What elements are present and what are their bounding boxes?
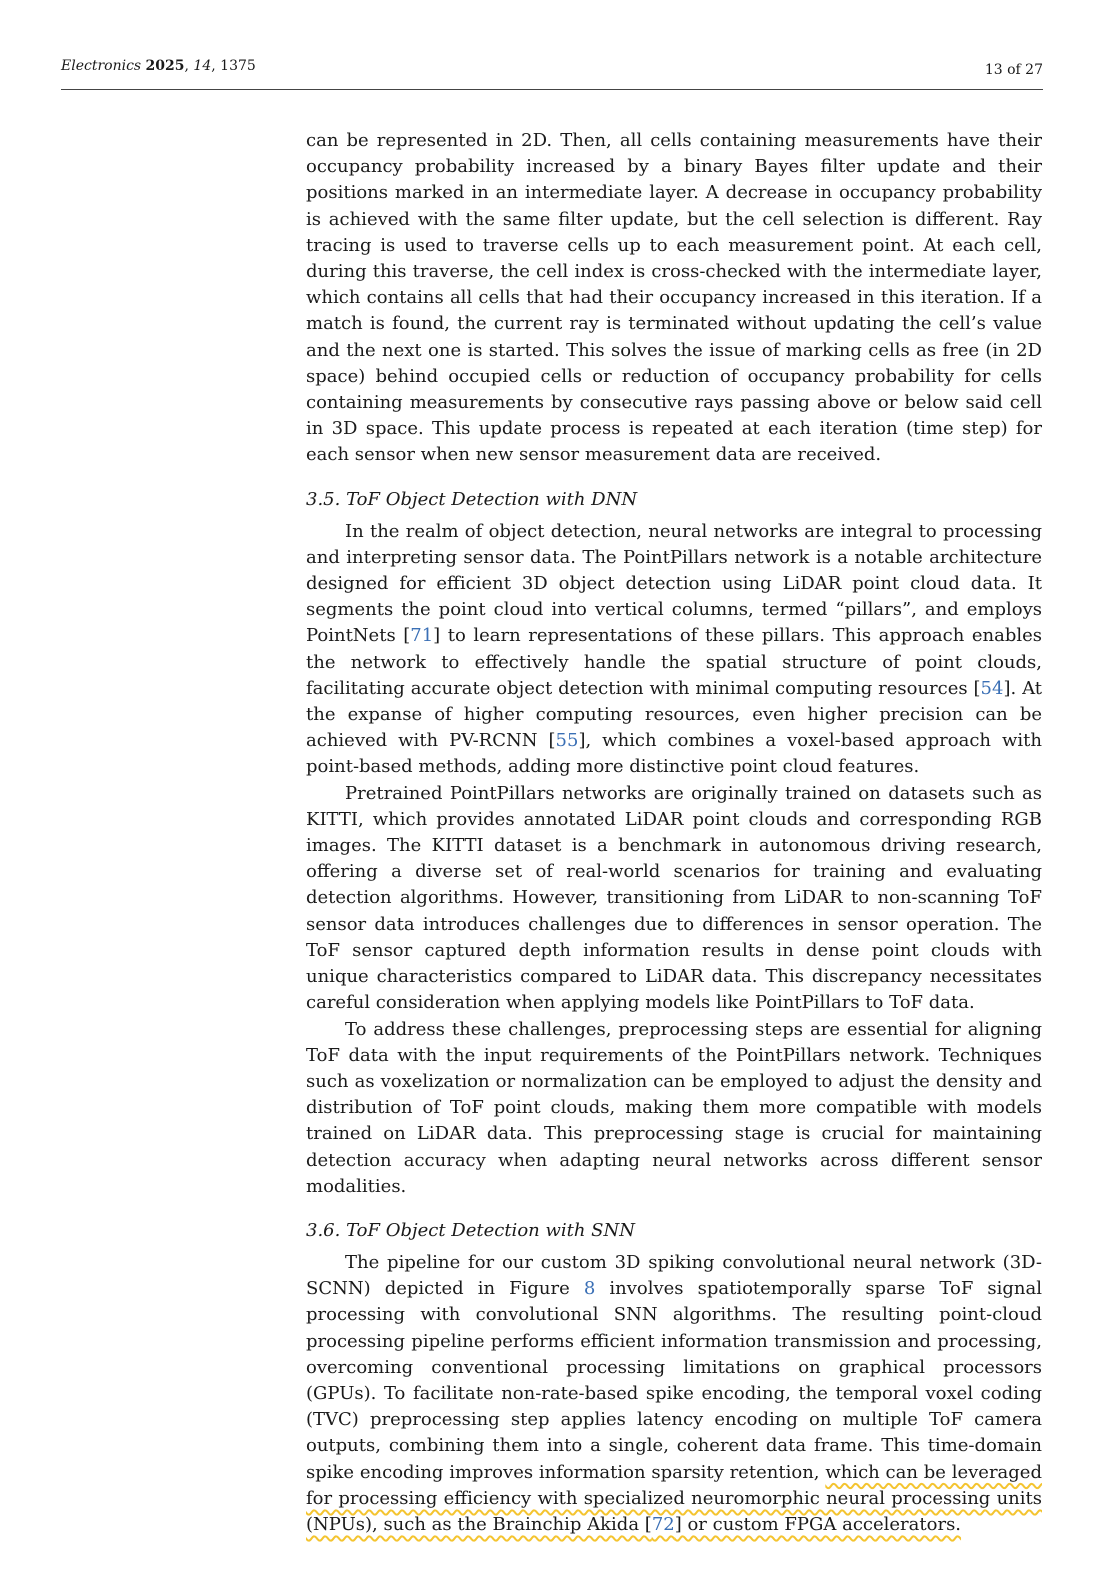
section-3-6-paragraph-1: The pipeline for our custom 3D spiking convolutional neural network (3D-SCNN) depicted in Figure 8 involves spatiotemporally sparse ToF signal processing with convolutional SNN algorithms. The resulting point-cloud processing pipeline performs efficient information transmission and processing, overcoming conventional processing limitations on graphical processors (GPUs). To facilitate non-rate-based spike encoding, the temporal voxel coding (TVC) preprocessing step applies latency encoding on multiple ToF camera outputs, combining them into a single, coherent data frame. This time-domain spike encoding improves information sparsity retention, which can be leveraged for processing efficiency with specialized neuromorphic neural processing units (NPUs), such as the Brainchip Akida [72] or custom FPGA accelerators. — [306, 1251, 1042, 1535]
section-3-6-heading: 3.6. ToF Object Detection with SNN — [306, 1219, 636, 1241]
journal-name: Electronics — [61, 58, 142, 74]
citation-link-72[interactable]: 72 — [651, 1513, 675, 1535]
running-head — [61, 58, 1043, 82]
section-3-5-paragraph-2: Pretrained PointPillars networks are originally trained on datasets such as KITTI, which provides annotated LiDAR point clouds and corresponding RGB images. The KITTI dataset is a benchmark in autonomous driving research, offering a diverse set of real-world scenarios for training and evaluating detection algorithms. However, transitioning from LiDAR to non-scanning ToF sensor data introduces challenges due to differences in sensor operation. The ToF sensor captured depth information results in dense point clouds with unique characteristics compared to LiDAR data. This discrepancy necessitates careful consideration when applying models like PointPillars to ToF data. — [306, 782, 1042, 1014]
citation-link-54[interactable]: 54 — [980, 677, 1004, 699]
page-number: 13 of 27 — [984, 62, 1043, 78]
section-3-5-paragraph-3: To address these challenges, preprocessing steps are essential for aligning ToF data with the input requirements of the PointPillars network. Techniques such as voxelization or normalization can be employed to adjust the density and distribution of ToF point clouds, making them more compatible with models trained on LiDAR data. This preprocessing stage is crucial for maintaining detection accuracy when adapting neural networks across different sensor modalities. — [306, 1018, 1042, 1197]
article-number: 1375 — [220, 58, 256, 74]
main-text — [306, 128, 1042, 1538]
citation-link-55[interactable]: 55 — [555, 730, 579, 752]
header-rule — [61, 89, 1043, 90]
citation-link-71[interactable]: 71 — [410, 625, 434, 647]
section-3-5-paragraph-1: In the realm of object detection, neural networks are integral to processing and interpreting sensor data. The PointPillars network is a notable architecture designed for efficient 3D object detection using LiDAR point cloud data. It segments the point cloud into vertical columns, termed “pillars”, and employs PointNets [71] to learn representations of these pillars. This approach enables the network to effectively handle the spatial structure of point clouds, facilitating accurate object detection with minimal computing resources [54]. At the expanse of higher computing resources, even higher precision can be achieved with PV-RCNN [55], which combines a voxel-based approach with point-based methods, adding more distinctive point cloud features. — [306, 520, 1042, 778]
paragraph-continuation: can be represented in 2D. Then, all cells containing measurements have their occupancy probability increased by a binary Bayes filter update and their positions marked in an intermediate layer. A decrease in occupancy probability is achieved with the same filter update, but the cell selection is different. Ray tracing is used to traverse cells up to each measurement point. At each cell, during this traverse, the cell index is cross-checked with the intermediate layer, which contains all cells that had their occupancy increased in this iteration. If a match is found, the current ray is terminated without updating the cell’s value and the next one is started. This solves the issue of marking cells as free (in 2D space) behind occupied cells or reduction of occupancy probability for cells containing measurements by consecutive rays passing above or below said cell in 3D space. This update process is repeated at each iteration (time step) for each sensor when new sensor measurement data are received. — [306, 130, 1042, 466]
journal-year: 2025 — [145, 58, 185, 74]
journal-citation: Electronics 2025, 14, 1375 — [61, 58, 256, 74]
section-3-5-heading: 3.5. ToF Object Detection with DNN — [306, 488, 638, 510]
figure-link-8[interactable]: 8 — [583, 1278, 596, 1300]
highlighted-text: which can be leveraged for processing efficiency with specialized neuromorphic neural processing units (NPUs), such as the Brainchip Akida [72] or custom FPGA accelerators. — [306, 1461, 1042, 1535]
journal-volume: 14 — [193, 58, 212, 74]
